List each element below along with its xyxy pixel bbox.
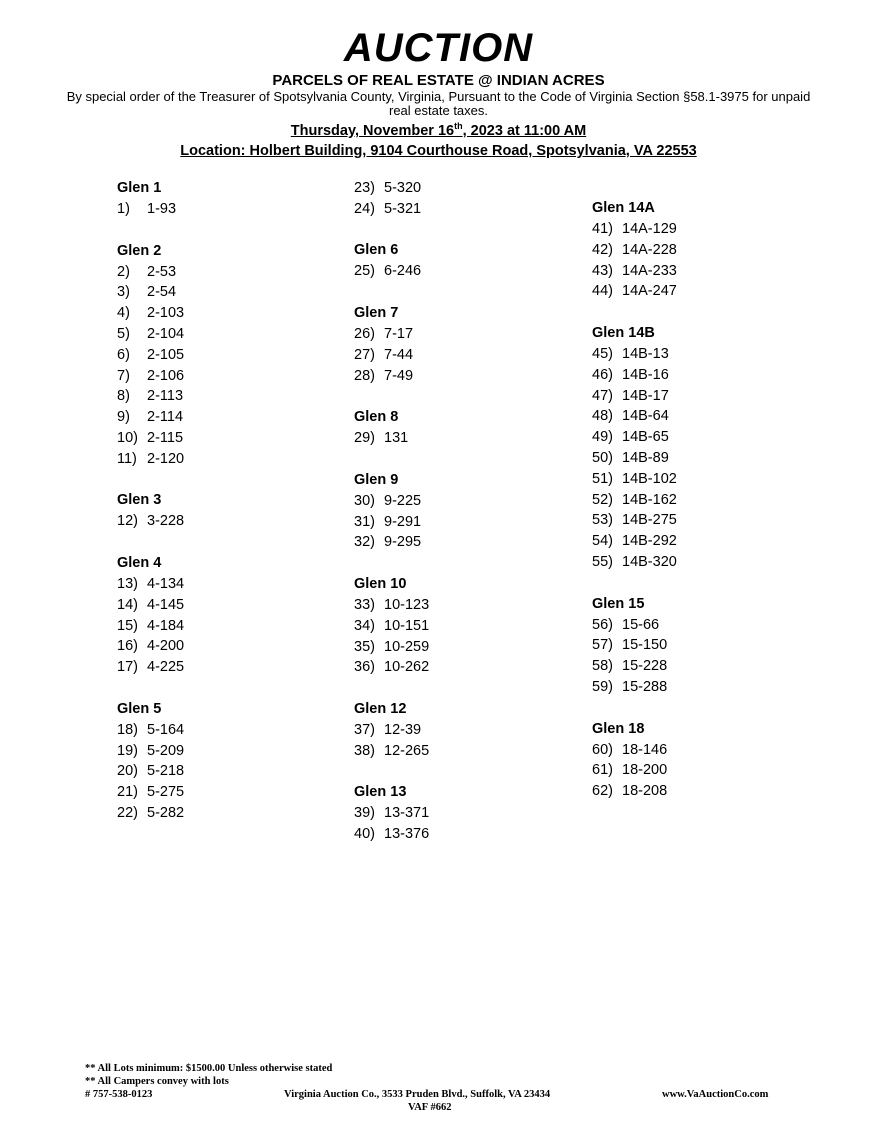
glen-group (117, 241, 337, 470)
lot-item (354, 366, 574, 387)
lot-parcel: 13-376 (384, 826, 430, 843)
lot-parcel: 15-228 (622, 658, 668, 675)
lot-parcel: 4-225 (147, 659, 185, 676)
group-spacer (354, 762, 574, 783)
lot-item (592, 344, 812, 365)
footer-note-campers: ** All Campers convey with lots (85, 1076, 229, 1087)
lot-parcel: 13-371 (384, 805, 430, 822)
lot-item (592, 406, 812, 427)
lot-number: 36) (354, 659, 375, 676)
lot-number: 32) (354, 534, 375, 551)
lot-number: 1) (117, 201, 130, 217)
date-suffix: th (454, 121, 463, 132)
group-spacer (592, 698, 812, 719)
glen-title: Glen 18 (592, 720, 645, 737)
lot-item (354, 720, 574, 741)
group-spacer (117, 678, 337, 699)
lot-parcel: 4-145 (147, 596, 185, 613)
lot-number: 16) (117, 638, 138, 655)
lot-number: 2) (117, 263, 130, 280)
lot-parcel: 4-200 (147, 638, 185, 655)
lot-item (117, 199, 337, 220)
lot-item (117, 636, 337, 657)
lot-number: 13) (117, 575, 138, 592)
auction-subtitle: PARCELS OF REAL ESTATE @ INDIAN ACRES (272, 72, 605, 89)
group-spacer (354, 449, 574, 470)
lot-number: 39) (354, 805, 375, 822)
lot-item (592, 781, 812, 802)
lot-item (354, 491, 574, 512)
lot-parcel: 5-209 (147, 742, 185, 759)
lot-parcel: 14B-65 (622, 429, 669, 446)
group-spacer (354, 678, 574, 699)
glen-group (354, 303, 574, 386)
lot-parcel: 15-66 (622, 616, 660, 633)
lot-item (354, 657, 574, 678)
group-spacer (354, 553, 574, 574)
glen-title: Glen 14B (592, 324, 655, 341)
group-spacer (117, 220, 337, 241)
lot-parcel: 5-218 (147, 763, 185, 780)
lot-parcel: 14B-64 (622, 408, 669, 425)
glen-group (354, 574, 574, 678)
glen-group (592, 594, 812, 698)
lot-number: 22) (117, 804, 138, 821)
lot-item (117, 366, 337, 387)
lot-number: 57) (592, 637, 613, 654)
auction-title: AUCTION (343, 26, 534, 70)
lot-item (592, 261, 812, 282)
glen-group (592, 719, 812, 802)
lot-parcel: 18-200 (622, 762, 668, 779)
parcel-column-3 (592, 198, 812, 802)
lot-item (117, 595, 337, 616)
lot-item (592, 219, 812, 240)
lot-parcel: 12-39 (384, 721, 422, 738)
lot-number: 42) (592, 241, 613, 258)
lot-item (117, 574, 337, 595)
lot-number: 30) (354, 492, 375, 509)
lot-number: 38) (354, 742, 375, 759)
lot-number: 23) (354, 180, 375, 196)
footer-website: www.VaAuctionCo.com (662, 1089, 769, 1100)
glen-group (117, 699, 337, 824)
glen-title: Glen 8 (354, 409, 399, 426)
lot-parcel: 10-262 (384, 659, 430, 676)
lot-item (354, 199, 574, 220)
lot-number: 55) (592, 553, 613, 570)
lot-number: 24) (354, 200, 375, 217)
lot-parcel: 15-150 (622, 637, 668, 654)
glen-group (354, 407, 574, 449)
glen-group (354, 782, 574, 845)
lot-number: 3) (117, 284, 130, 301)
lot-item (354, 824, 574, 845)
lot-number: 62) (592, 783, 613, 800)
lot-parcel: 14B-102 (622, 470, 677, 487)
lot-parcel: 14B-292 (622, 533, 677, 550)
lot-number: 28) (354, 367, 375, 384)
lot-number: 43) (592, 262, 613, 279)
lot-number: 14) (117, 596, 138, 613)
lot-item (354, 741, 574, 762)
glen-title: Glen 12 (354, 700, 407, 717)
lot-number: 26) (354, 325, 375, 342)
lot-item (592, 365, 812, 386)
lot-number: 61) (592, 762, 613, 779)
lot-item (592, 469, 812, 490)
lot-parcel: 2-120 (147, 450, 185, 467)
lot-item (117, 386, 337, 407)
lot-parcel: 7-17 (384, 325, 414, 342)
lot-item (592, 531, 812, 552)
lot-number: 19) (117, 742, 138, 759)
auction-date (0, 122, 877, 140)
glen-group (592, 323, 812, 573)
glen-group (354, 178, 574, 220)
lot-number: 33) (354, 596, 375, 613)
lot-number: 44) (592, 283, 613, 300)
glen-title: Glen 9 (354, 471, 399, 488)
lot-parcel: 10-259 (384, 638, 430, 655)
lot-number: 9) (117, 409, 130, 426)
lot-number: 45) (592, 345, 613, 362)
lot-number: 48) (592, 408, 613, 425)
lot-number: 20) (117, 763, 138, 780)
lot-parcel: 14B-162 (622, 491, 677, 508)
lot-parcel: 10-151 (384, 617, 430, 634)
lot-number: 25) (354, 263, 375, 280)
lot-number: 35) (354, 638, 375, 655)
auction-description: By special order of the Treasurer of Spotsylvania County, Virginia, Pursuant to the Code of Virginia Section §58.1-3975 for unpaid real estate taxes. (66, 89, 811, 118)
glen-title: Glen 7 (354, 304, 399, 321)
lot-item (117, 741, 337, 762)
lot-item (117, 657, 337, 678)
lot-item (592, 677, 812, 698)
lot-parcel: 2-114 (147, 409, 184, 426)
lot-number: 5) (117, 325, 130, 342)
lot-parcel: 2-54 (147, 284, 177, 301)
glen-title: Glen 4 (117, 554, 162, 571)
lot-item (117, 720, 337, 741)
glen-title: Glen 15 (592, 595, 645, 612)
lot-item (354, 532, 574, 553)
group-spacer (354, 386, 574, 407)
lot-item (117, 803, 337, 824)
lot-parcel: 3-228 (147, 513, 185, 530)
lot-item (592, 386, 812, 407)
date-rest: , 2023 at 11:00 AM (462, 123, 587, 139)
lot-item (117, 345, 337, 366)
lot-parcel: 15-288 (622, 678, 668, 695)
lot-number: 10) (117, 429, 138, 446)
lot-item (354, 595, 574, 616)
lot-parcel: 14A-129 (622, 221, 677, 237)
lot-number: 46) (592, 366, 613, 383)
lot-item (354, 261, 574, 282)
lot-number: 40) (354, 826, 375, 843)
group-spacer (117, 532, 337, 553)
glen-group (117, 490, 337, 532)
lot-parcel: 5-164 (147, 721, 185, 738)
footer-company: Virginia Auction Co., 3533 Pruden Blvd., Suffolk, VA 23434 (284, 1089, 551, 1100)
lot-parcel: 131 (384, 430, 409, 447)
auction-location: Location: Holbert Building, 9104 Courthouse Road, Spotsylvania, VA 22553 (180, 143, 697, 159)
lot-item (354, 803, 574, 824)
lot-number: 21) (117, 784, 138, 801)
lot-number: 60) (592, 741, 613, 758)
lot-number: 29) (354, 430, 375, 447)
lot-item (354, 324, 574, 345)
lot-parcel: 14A-247 (622, 283, 677, 300)
glen-title: Glen 1 (117, 180, 162, 196)
glen-group (117, 178, 337, 220)
lot-item (592, 427, 812, 448)
lot-parcel: 7-49 (384, 367, 414, 384)
lot-parcel: 14B-16 (622, 366, 669, 383)
lot-item (354, 345, 574, 366)
lot-number: 17) (117, 659, 138, 676)
glen-group (354, 699, 574, 762)
lot-parcel: 5-282 (147, 804, 185, 821)
lot-parcel: 2-104 (147, 325, 185, 342)
lot-item (592, 760, 812, 781)
glen-title: Glen 10 (354, 575, 407, 592)
lot-item (592, 490, 812, 511)
group-spacer (117, 470, 337, 491)
lot-number: 7) (117, 367, 130, 384)
lot-parcel: 14B-89 (622, 449, 669, 466)
glen-title: Glen 2 (117, 242, 162, 259)
lot-item (117, 282, 337, 303)
lot-number: 47) (592, 387, 613, 404)
lot-parcel: 5-320 (384, 180, 422, 196)
glen-title: Glen 3 (117, 492, 162, 509)
lot-parcel: 7-44 (384, 346, 414, 363)
lot-parcel: 12-265 (384, 742, 430, 759)
lot-parcel: 5-275 (147, 784, 185, 801)
lot-number: 18) (117, 721, 138, 738)
lot-parcel: 9-295 (384, 534, 422, 551)
lot-item (592, 635, 812, 656)
lot-item (117, 761, 337, 782)
lot-parcel: 1-93 (147, 201, 177, 217)
lot-number: 8) (117, 388, 130, 405)
lot-number: 41) (592, 221, 613, 237)
glen-title: Glen 5 (117, 700, 162, 717)
lot-number: 34) (354, 617, 375, 634)
lot-number: 59) (592, 678, 613, 695)
lot-number: 50) (592, 449, 613, 466)
lot-item (117, 511, 337, 532)
glen-title: Glen 13 (354, 784, 407, 801)
lot-item (592, 552, 812, 573)
lot-number: 4) (117, 305, 130, 322)
lot-item (592, 740, 812, 761)
lot-parcel: 9-291 (384, 513, 422, 530)
lot-number: 51) (592, 470, 613, 487)
lot-item (354, 637, 574, 658)
lot-item (592, 656, 812, 677)
group-spacer (592, 302, 812, 323)
lot-number: 54) (592, 533, 613, 550)
lot-parcel: 2-113 (147, 388, 184, 405)
group-spacer (354, 282, 574, 303)
parcel-column-2 (354, 178, 574, 845)
lot-number: 12) (117, 513, 138, 530)
lot-item (592, 448, 812, 469)
lot-item (117, 262, 337, 283)
lot-item (592, 240, 812, 261)
lot-number: 27) (354, 346, 375, 363)
group-spacer (354, 220, 574, 241)
lot-parcel: 4-184 (147, 617, 185, 634)
lot-parcel: 2-105 (147, 346, 185, 363)
lot-item (354, 512, 574, 533)
lot-parcel: 18-208 (622, 783, 668, 800)
lot-parcel: 5-321 (384, 200, 422, 217)
lot-parcel: 14A-228 (622, 241, 677, 258)
lot-number: 6) (117, 346, 130, 363)
lot-parcel: 2-106 (147, 367, 185, 384)
glen-group (354, 240, 574, 282)
lot-number: 37) (354, 721, 375, 738)
lot-item (117, 324, 337, 345)
lot-number: 15) (117, 617, 138, 634)
lot-item (117, 407, 337, 428)
lot-number: 31) (354, 513, 375, 530)
lot-parcel: 14A-233 (622, 262, 677, 279)
lot-parcel: 2-115 (147, 429, 184, 446)
lot-item (117, 449, 337, 470)
lot-parcel: 14B-17 (622, 387, 669, 404)
date-prefix: Thursday, November 16 (290, 123, 455, 139)
lot-number: 58) (592, 658, 613, 675)
parcel-column-1 (117, 178, 337, 824)
glen-group (117, 553, 337, 678)
glen-group (354, 470, 574, 553)
footer-note-minimum: ** All Lots minimum: $1500.00 Unless otherwise stated (85, 1063, 333, 1074)
lot-parcel: 14B-320 (622, 553, 677, 570)
lot-number: 52) (592, 491, 613, 508)
lot-number: 11) (117, 450, 137, 467)
lot-number: 56) (592, 616, 613, 633)
glen-title: Glen 14A (592, 200, 655, 216)
lot-item (117, 303, 337, 324)
lot-parcel: 6-246 (384, 263, 422, 280)
glen-title: Glen 6 (354, 242, 399, 259)
lot-item (117, 782, 337, 803)
lot-parcel: 9-225 (384, 492, 422, 509)
lot-number: 49) (592, 429, 613, 446)
lot-item (354, 616, 574, 637)
lot-item (592, 615, 812, 636)
group-spacer (592, 573, 812, 594)
glen-group (592, 198, 812, 302)
lot-parcel: 18-146 (622, 741, 668, 758)
footer-phone: # 757-538-0123 (85, 1089, 153, 1100)
lot-parcel: 10-123 (384, 596, 430, 613)
lot-number: 53) (592, 512, 613, 529)
footer-license: VAF #662 (408, 1102, 452, 1113)
lot-parcel: 14B-13 (622, 345, 669, 362)
lot-parcel: 2-53 (147, 263, 177, 280)
lot-item (117, 616, 337, 637)
lot-item (354, 428, 574, 449)
lot-parcel: 2-103 (147, 305, 185, 322)
lot-item (592, 510, 812, 531)
lot-parcel: 4-134 (147, 575, 185, 592)
lot-item (354, 178, 574, 199)
lot-parcel: 14B-275 (622, 512, 677, 529)
lot-item (592, 281, 812, 302)
lot-item (117, 428, 337, 449)
